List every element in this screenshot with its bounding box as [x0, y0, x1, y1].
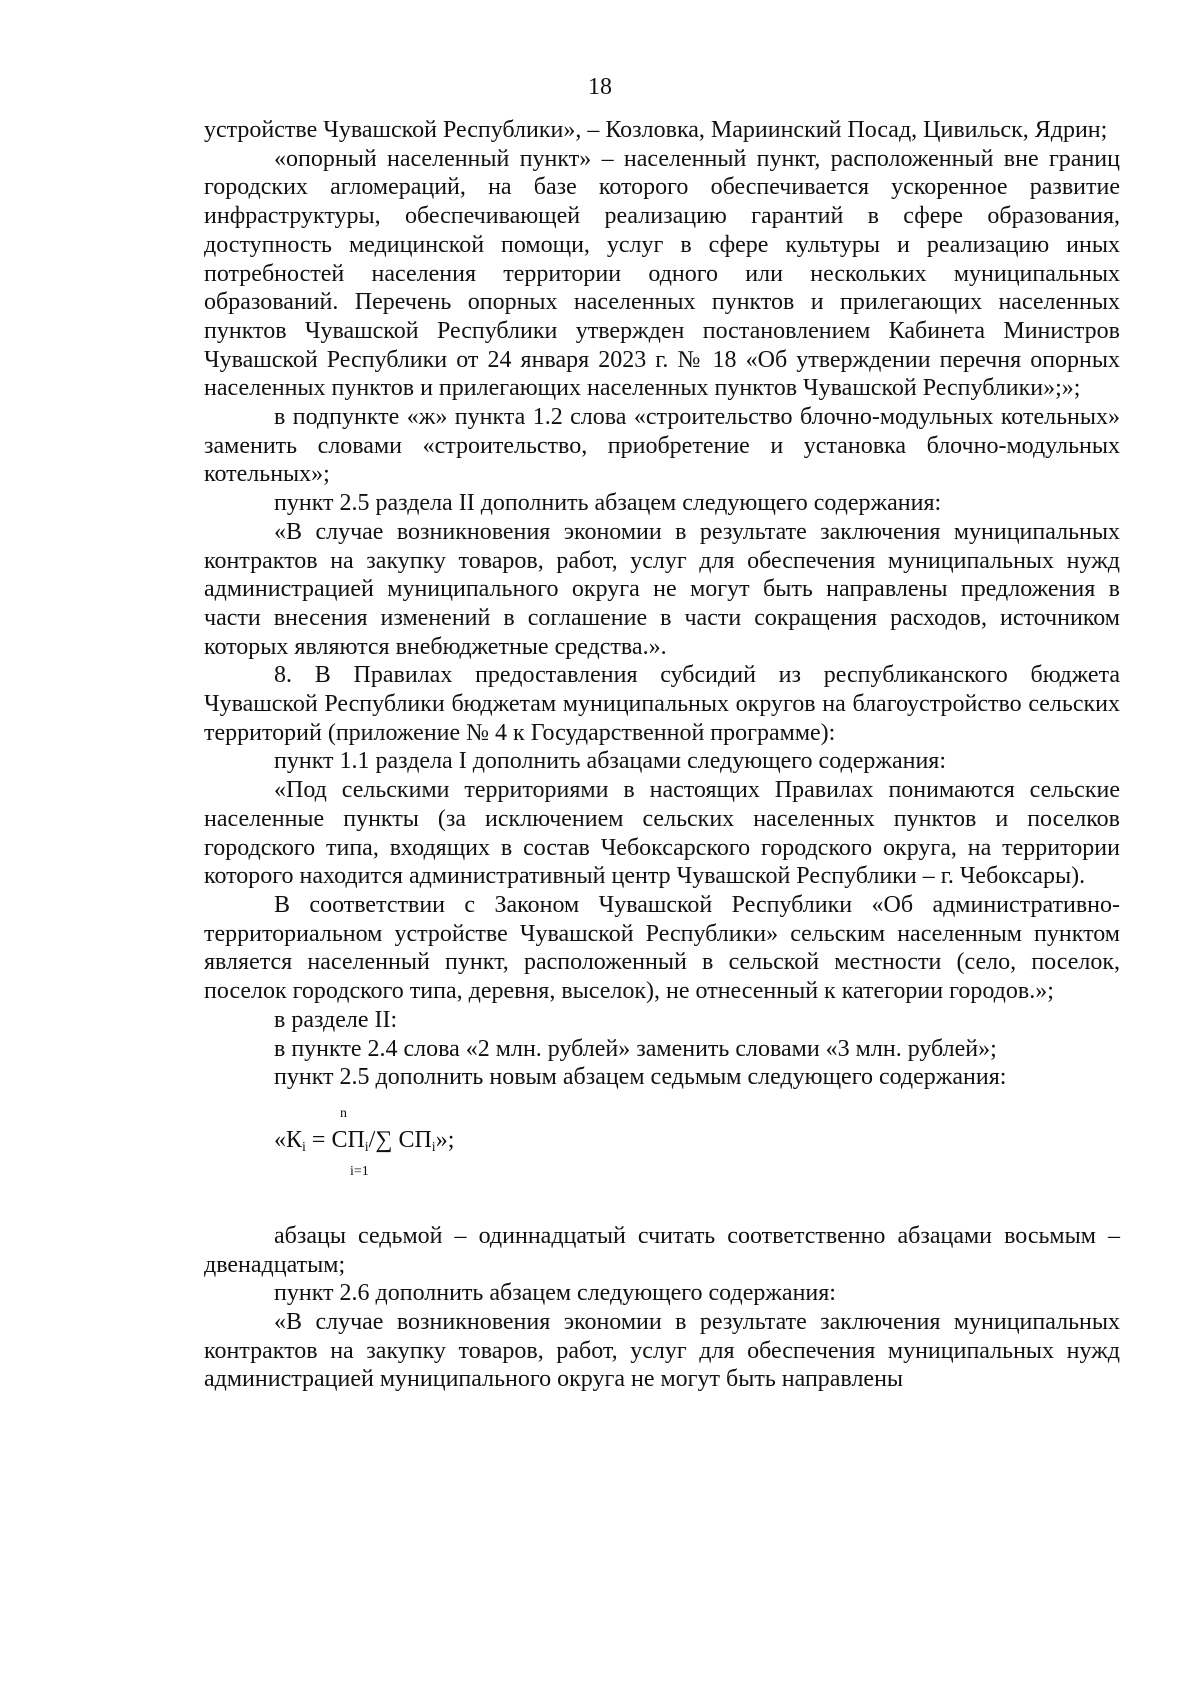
paragraph: пункт 2.6 дополнить абзацем следующего содержания:: [274, 1280, 836, 1307]
formula-eq: = СП: [305, 1126, 365, 1153]
paragraph: пункт 2.5 дополнить новым абзацем седьмым следующего содержания:: [274, 1064, 1007, 1091]
paragraph: пункт 1.1 раздела I дополнить абзацами следующего содержания:: [274, 748, 946, 775]
paragraph: 8. В Правилах предоставления субсидий из республиканского бюджета Чувашской Республики бюджетам муниципальных округов на благоустройство сельских территорий (приложение № 4 к Государственной программе):: [204, 662, 1120, 746]
paragraph: «Под сельскими территориями в настоящих Правилах понимаются сельские населенные пункты (за исключением сельских населенных пунктов и поселков городского типа, входящих в состав Чебоксарского городского округа, на территории которого находится административный центр Чувашской Республики – г. Чебоксары).: [204, 777, 1120, 890]
formula: [204, 1096, 1120, 1196]
paragraph: пункт 2.5 раздела II дополнить абзацем следующего содержания:: [274, 490, 942, 517]
paragraph: в разделе II:: [274, 1006, 398, 1033]
formula-close: »;: [435, 1126, 455, 1153]
formula-slash-sum: /∑ СП: [368, 1126, 432, 1153]
paragraph: устройстве Чувашской Республики», – Козловка, Мариинский Посад, Цивильск, Ядрин;: [204, 117, 1108, 143]
body-text-block-b: [204, 1222, 1120, 1394]
formula-sum-lower-limit: i=1: [350, 1163, 369, 1179]
paragraph: «В случае возникновения экономии в результате заключения муниципальных контрактов на закупку товаров, работ, услуг для обеспечения муниципальных нужд администрацией муниципального округа не могут быть направлены: [204, 1309, 1120, 1393]
paragraph: в подпункте «ж» пункта 1.2 слова «строительство блочно-модульных котельных» заменить словами «строительство, приобретение и установка блочно-модульных котельных»;: [204, 404, 1120, 488]
formula-sub-sp2: i: [431, 1139, 436, 1155]
page-number: 18: [588, 74, 612, 100]
formula-sub-k: i: [302, 1139, 306, 1155]
body-text-block-a: [204, 116, 1120, 1092]
paragraph: абзацы седьмой – одиннадцатый считать соответственно абзацами восьмым – двенадцатым;: [204, 1222, 1120, 1278]
formula-open: «К: [274, 1126, 303, 1153]
formula-sub-sp1: i: [364, 1139, 369, 1155]
formula-expression: [274, 1126, 454, 1162]
paragraph: «В случае возникновения экономии в результате заключения муниципальных контрактов на закупку товаров, работ, услуг для обеспечения муниципальных нужд администрацией муниципального округа не могут быть направлены предложения в части внесения изменений в соглашение в части сокращения расходов, источником которых являются внебюджетные средства.».: [204, 518, 1120, 660]
document-body: [204, 116, 1120, 1394]
paragraph: в пункте 2.4 слова «2 млн. рублей» заменить словами «3 млн. рублей»;: [274, 1035, 997, 1062]
formula-sum-upper-limit: n: [340, 1105, 347, 1121]
paragraph: «опорный населенный пункт» – населенный пункт, расположенный вне границ городских агломераций, на базе которого обеспечивается ускоренное развитие инфраструктуры, обеспечивающей реализацию гарантий в сфере образования, доступность медицинской помощи, услуг в сфере культуры и реализацию иных потребностей населения территории одного или нескольких муниципальных образований. Перечень опорных населенных пунктов и прилегающих населенных пунктов Чувашской Республики утвержден постановлением Кабинета Министров Чувашской Республики от 24 января 2023 г. № 18 «Об утверждении перечня опорных населенных пунктов и прилегающих населенных пунктов Чувашской Республики»;»;: [204, 145, 1120, 402]
paragraph: В соответствии с Законом Чувашской Республики «Об административно-территориальном устройстве Чувашской Республики» сельским населенным пунктом является населенный пункт, расположенный в сельской местности (село, поселок, поселок городского типа, деревня, выселок), не отнесенный к категории городов.»;: [204, 891, 1120, 1005]
